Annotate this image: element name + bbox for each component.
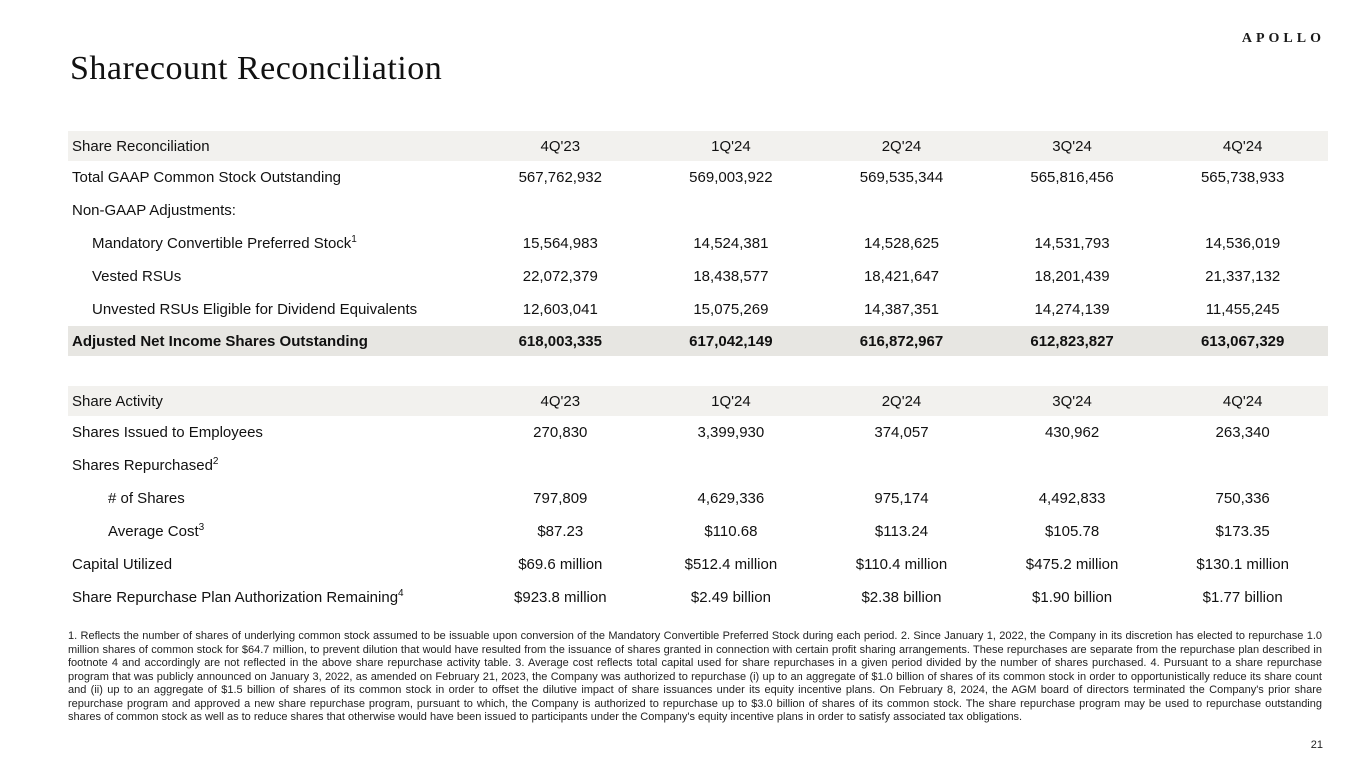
value-cell: $1.90 billion	[1032, 589, 1113, 606]
value-cell: 21,337,132	[1205, 268, 1281, 285]
value-cell: $1.77 billion	[1202, 589, 1283, 606]
column-header: 2Q'24	[881, 392, 922, 410]
value-cell: 567,762,932	[518, 169, 602, 186]
value-cell: 15,075,269	[693, 301, 769, 318]
row-label: Vested RSUs	[92, 268, 182, 285]
column-header: 1Q'24	[711, 137, 751, 155]
value-cell: 14,531,793	[1034, 235, 1110, 252]
value-cell: 263,340	[1215, 424, 1270, 441]
value-cell: 14,536,019	[1205, 235, 1281, 252]
column-header: 4Q'23	[540, 392, 581, 410]
table-row	[68, 326, 1328, 356]
row-label: Average Cost$^3$	[108, 522, 205, 540]
value-cell: 14,274,139	[1034, 301, 1110, 318]
row-label: Shares Issued to Employees	[72, 424, 263, 441]
value-cell: 750,336	[1215, 490, 1270, 507]
row-label: Non-GAAP Adjustments:	[72, 202, 236, 219]
column-header: 3Q'24	[1052, 137, 1092, 155]
value-cell: 3,399,930	[697, 424, 765, 441]
value-cell: 18,438,577	[693, 268, 769, 285]
row-label: Share Repurchase Plan Authorization Remaining$^4$	[72, 588, 404, 606]
value-cell: $2.38 billion	[861, 589, 942, 606]
value-cell: $87.23	[537, 523, 584, 540]
row-label: # of Shares	[108, 490, 185, 507]
value-cell: 374,057	[874, 424, 929, 441]
page-title: Sharecount Reconciliation	[70, 50, 443, 87]
table-row	[68, 227, 1328, 260]
value-cell: 569,003,922	[689, 169, 773, 186]
value-cell: $69.6 million	[518, 556, 603, 573]
value-cell: $173.35	[1215, 523, 1270, 540]
table-row	[68, 515, 1328, 548]
value-cell: $110.4 million	[855, 556, 948, 573]
row-label: Capital Utilized	[72, 556, 173, 573]
table-header-row	[68, 386, 1328, 416]
tables-container	[68, 131, 1328, 644]
value-cell: $923.8 million	[514, 589, 607, 606]
value-cell: $113.24	[874, 523, 929, 540]
footnote-ref: 4	[398, 588, 404, 599]
table-header-title: Share Reconciliation	[72, 137, 210, 155]
value-cell: 430,962	[1044, 424, 1100, 441]
value-cell: 14,528,625	[863, 235, 940, 252]
value-cell: 15,564,983	[522, 235, 598, 252]
value-cell: 12,603,041	[522, 301, 598, 318]
value-cell: 4,629,336	[697, 490, 765, 507]
table-row	[68, 581, 1328, 614]
table-row	[68, 416, 1328, 449]
value-cell: 617,042,149	[689, 332, 773, 350]
value-cell: 18,421,647	[863, 268, 940, 285]
value-cell: 14,524,381	[693, 235, 769, 252]
value-cell: 797,809	[533, 490, 588, 507]
apollo-logo: APOLLO	[1241, 31, 1325, 46]
table-header-title: Share Activity	[72, 392, 163, 410]
value-cell: 270,830	[533, 424, 588, 441]
value-cell: 612,823,827	[1030, 332, 1114, 350]
row-label: Total GAAP Common Stock Outstanding	[72, 169, 342, 186]
page-number: 21	[1310, 739, 1323, 751]
value-cell: 618,003,335	[518, 332, 602, 350]
value-cell: 22,072,379	[522, 268, 598, 285]
row-label: Adjusted Net Income Shares Outstanding	[72, 332, 368, 350]
column-header: 4Q'23	[540, 137, 581, 155]
value-cell: 975,174	[874, 490, 929, 507]
value-cell: 565,816,456	[1030, 169, 1114, 186]
footnotes: 1. Reflects the number of shares of underlying common stock assumed to be issuable upon conversion of the Mandatory Convertible Preferred Stock during each period. 2. Since January 1, 2022, the Company in its discretion has elected to repurchase 1.0 million shares of common stock for $64.7 million, to prevent dilution that would have resulted from the issuance of shares granted in connection with certain profit sharing arrangements. These repurchases are separate from the repurchase plan described in footnote 4 and accordingly are not reflected in the above share repurchase activity table. 3. Average cost reflects total capital used for share repurchases in a given period divided by the number of shares purchased. 4. Pursuant to a share repurchase program that was publicly announced on January 3, 2022, as amended on February 21, 2023, the Company was authorized to repurchase (i) up to an aggregate of $1.0 billion of shares of its common stock in order to opportunistically reduce its share count and (ii) up to an aggregate of $1.5 billion of shares of its common stock in order to offset the dilutive impact of share issuances under its equity incentive plans. On February 8, 2024, the AGM board of directors terminated the Company's prior share repurchase program and approved a new share repurchase program, pursuant to which, the Company is authorized to repurchase up to $3.0 billion of shares of its common stock. The share repurchase program may be used to repurchase outstanding shares of common stock as well as to reduce shares that otherwise would have been issued to participants under the Company's equity incentive plans in order to satisfy associated tax obligations.	[68, 630, 1322, 723]
value-cell: 565,738,933	[1200, 169, 1285, 186]
footnote-ref: 3	[198, 522, 205, 533]
value-cell: 11,455,245	[1205, 301, 1280, 318]
table-share-reconciliation	[68, 131, 1328, 356]
column-header: 1Q'24	[711, 392, 751, 410]
table-share-activity	[68, 386, 1328, 614]
value-cell: $130.1 million	[1196, 556, 1289, 573]
value-cell: 613,067,329	[1200, 332, 1285, 350]
value-cell: 569,535,344	[859, 169, 944, 186]
value-cell: $2.49 billion	[690, 589, 771, 606]
column-header: 4Q'24	[1222, 137, 1263, 155]
value-cell: 18,201,439	[1034, 268, 1110, 285]
table-row	[68, 260, 1328, 293]
table-row	[68, 482, 1328, 515]
column-header: 2Q'24	[881, 137, 922, 155]
value-cell: 616,872,967	[859, 332, 944, 350]
table-row	[68, 161, 1328, 194]
footnote-ref: 1	[351, 234, 357, 245]
table-row	[68, 194, 1328, 227]
table-header-row	[68, 131, 1328, 161]
value-cell: $105.78	[1044, 523, 1100, 540]
value-cell: 4,492,833	[1038, 490, 1106, 507]
column-header: 3Q'24	[1052, 392, 1092, 410]
value-cell: $475.2 million	[1025, 556, 1119, 573]
table-row	[68, 548, 1328, 581]
row-label: Mandatory Convertible Preferred Stock$^1$	[92, 234, 357, 252]
table-row	[68, 293, 1328, 326]
row-label: Unvested RSUs Eligible for Dividend Equivalents	[92, 301, 418, 318]
value-cell: $512.4 million	[684, 556, 778, 573]
value-cell: $110.68	[704, 523, 758, 540]
table-row	[68, 449, 1328, 482]
footnote-ref: 2	[212, 456, 219, 467]
value-cell: 14,387,351	[863, 301, 940, 318]
row-label: Shares Repurchased$^2$	[72, 456, 219, 474]
column-header: 4Q'24	[1222, 392, 1263, 410]
